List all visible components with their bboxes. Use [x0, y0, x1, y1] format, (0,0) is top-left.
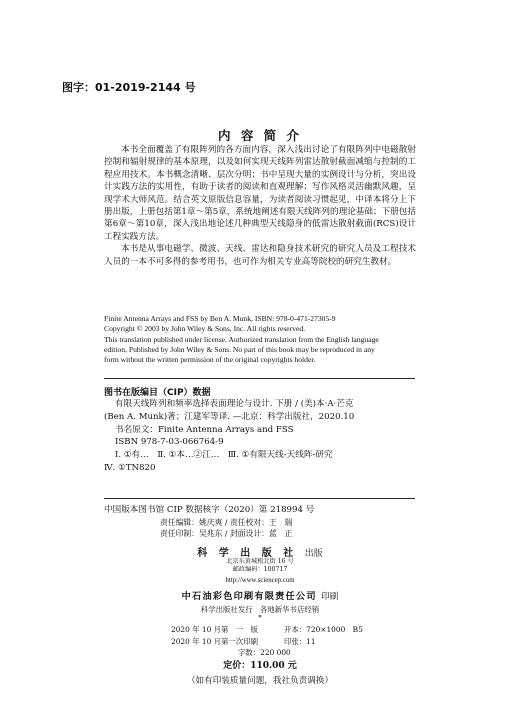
address-line: 北京东黄城根北街 16 号	[226, 558, 294, 565]
price: 定价：110.00 元	[223, 661, 297, 671]
cip-line: Ⅳ. ①TN820	[104, 462, 156, 473]
printer-suffix: 印刷	[321, 592, 339, 602]
intro-paragraph: 本书是从事电磁学、微波、天线、雷达和隐身技术研究的研究人员及工程技术人员的一本不可多得的参考用书，也可作为相关专业高等院校的研究生教材。	[104, 244, 416, 267]
copyright-line: This translation published under license. Authorized translation from the English language	[104, 334, 379, 344]
cip-line: (Ben A. Munk)著；江建军等译. —北京：科学出版社，2020.10	[104, 411, 355, 422]
divider	[104, 378, 415, 379]
copyright-block	[104, 314, 424, 365]
printing-line: 2020 年 10 月第一次印刷	[171, 637, 258, 646]
credit-line: 责任印制：吴兆东 / 封面设计：蓝 正	[160, 529, 293, 538]
publisher	[0, 544, 520, 559]
printer	[0, 588, 520, 602]
quality-notice: （如有印装质量问题，我社负责调换）	[186, 676, 334, 686]
cip-number: 中国版本图书馆 CIP 数据核字（2020）第 218994 号	[104, 505, 315, 515]
cip-line: 有限天线阵列和频率选择表面理论与设计. 下册 / (美)本·A·芒克	[115, 399, 354, 409]
intro-text	[104, 144, 416, 268]
publisher-address	[0, 558, 520, 574]
credits	[160, 517, 292, 539]
cip-data	[104, 398, 416, 475]
edition-line: 2020 年 10 月第 一 版	[171, 625, 258, 634]
copyright-line: Copyright © 2003 by John Wiley & Sons, Inc. All rights reserved.	[104, 324, 306, 334]
cip-line: ISBN 978-7-03-066764-9	[115, 437, 224, 448]
credit-line: 责任编辑：姚庆爽 / 责任校对：王 瑞	[160, 518, 293, 527]
distribution: 科学出版社发行 各地新华书店经销	[200, 605, 320, 614]
word-count: 字数：220 000	[238, 648, 291, 657]
copyright-line: form without the written permission of the original copyrights holder.	[104, 355, 316, 365]
registration-number: 图字：01-2019-2144 号	[62, 81, 196, 94]
publisher-suffix: 出版	[304, 549, 323, 559]
intro-paragraph: 本书全面覆盖了有限阵列的各方面内容，深入浅出讨论了有限阵列中电磁散射控制和辐射规律的基本原理，以及如何实现天线阵列雷达散射截面减缩与控制的工程应用技术。本书概念清晰、层次分明；书中呈现大量的实例设计与分析，突出设计实践方法的实用性，有助于读者的阅读和直观理解；写作风格灵活幽默风趣，呈现学术大师风范。结合英文原版信息容量，为读者阅读习惯起见，中译本将分上下册出版，上册包括第1章～第5章，系统地阐述有限天线阵列的理论基础；下册包括第6章～第10章，深入浅出地论述几种典型天线隐身的低雷达散射截面(RCS)设计工程实践方法。	[104, 145, 416, 242]
address-line: 邮政编码：100717	[232, 566, 288, 573]
cip-line: 书名原文：Finite Antenna Arrays and FSS	[115, 424, 294, 435]
separator-star: *	[258, 614, 262, 622]
intro-title: 内 容 简 介	[217, 128, 303, 143]
sheets-line: 印张：11	[284, 637, 316, 646]
divider	[104, 498, 415, 499]
format-line: 开本：720×1000 B5	[284, 625, 363, 634]
copyright-line: Finite Antenna Arrays and FSS by Ben A. Munk, ISBN: 978-0-471-27305-9	[104, 314, 336, 323]
printer-name: 中石油彩色印刷有限责任公司	[181, 591, 317, 602]
cip-line: Ⅰ. ①有… Ⅱ. ①本…②江… Ⅲ. ①有限天线-天线阵-研究	[115, 450, 333, 461]
copyright-line: edition, Published by John Wiley & Sons. No part of this book may be reproduced in any	[104, 344, 375, 354]
cip-heading: 图书在版编目（CIP）数据	[104, 388, 211, 398]
publisher-name: 科 学 出 版 社	[197, 548, 298, 559]
publisher-website: http://www.sciencep.com	[225, 577, 295, 584]
